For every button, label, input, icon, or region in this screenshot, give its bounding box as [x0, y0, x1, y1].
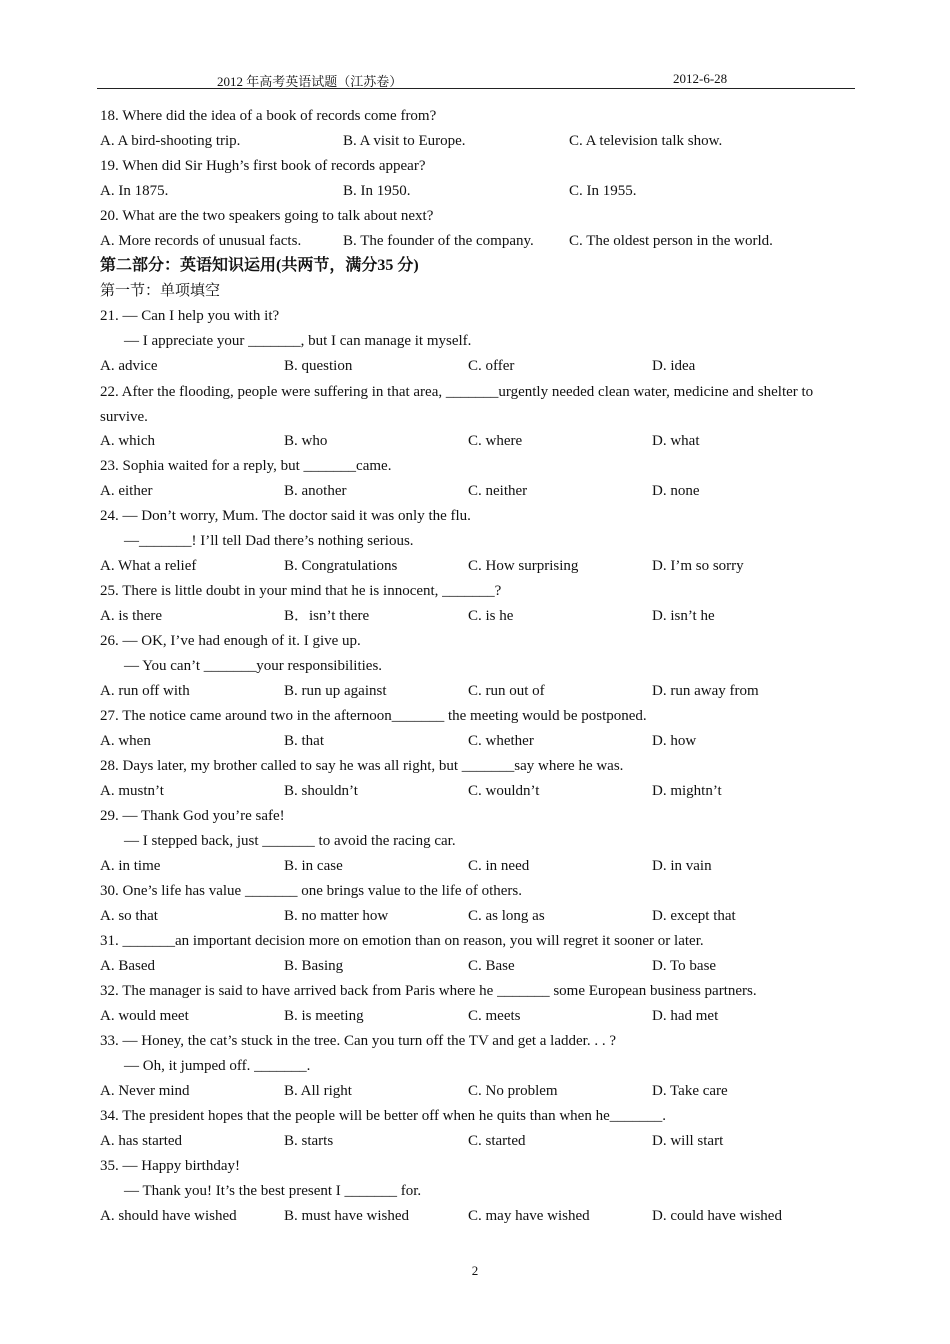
option: D. run away from [652, 683, 759, 699]
option: B. run up against [284, 683, 387, 699]
option: A. In 1875. [100, 183, 169, 199]
question-35-reply: — Thank you! It’s the best present I _______ for. [124, 1183, 422, 1199]
option: C. may have wished [468, 1208, 590, 1224]
option: B. another [284, 483, 347, 499]
options-19 [100, 180, 860, 205]
option: D. none [652, 483, 700, 499]
option: D. how [652, 733, 697, 749]
question-30: 30. One’s life has value _______ one brings value to the life of others. [100, 883, 522, 899]
option: D. will start [652, 1133, 724, 1149]
question-31: 31. _______an important decision more on emotion than on reason, you will regret it sooner or later. [100, 933, 704, 949]
option: A. A bird-shooting trip. [100, 133, 241, 149]
options-27 [100, 730, 860, 755]
question-26-reply: — You can’t _______your responsibilities. [124, 658, 383, 674]
option: C. started [468, 1133, 526, 1149]
option: B. who [284, 433, 328, 449]
option: C. In 1955. [569, 183, 637, 199]
options-25 [100, 605, 860, 630]
option: B. question [284, 358, 353, 374]
option: B. in case [284, 858, 343, 874]
option: B. that [284, 733, 324, 749]
option: C. neither [468, 483, 528, 499]
options-18 [100, 130, 860, 155]
options-33 [100, 1080, 860, 1105]
option: B. Basing [284, 958, 344, 974]
option: D. what [652, 433, 700, 449]
options-21 [100, 355, 860, 380]
option: B. starts [284, 1133, 334, 1149]
option: A. so that [100, 908, 158, 924]
option: A. is there [100, 608, 163, 624]
option: A. either [100, 483, 153, 499]
option: B. is meeting [284, 1008, 364, 1024]
option: A. should have wished [100, 1208, 237, 1224]
question-23: 23. Sophia waited for a reply, but _______came. [100, 458, 392, 474]
option: C. The oldest person in the world. [569, 233, 773, 249]
question-35: 35. — Happy birthday! [100, 1158, 240, 1174]
question-34: 34. The president hopes that the people will be better off when he quits than when he_______. [100, 1108, 666, 1124]
option: C. offer [468, 358, 515, 374]
option: A. More records of unusual facts. [100, 233, 302, 249]
option: B. All right [284, 1083, 352, 1099]
option: D. in vain [652, 858, 712, 874]
option: C. meets [468, 1008, 521, 1024]
question-24: 24. — Don’t worry, Mum. The doctor said it was only the flu. [100, 508, 471, 524]
option: D. To base [652, 958, 717, 974]
question-27: 27. The notice came around two in the afternoon_______ the meeting would be postponed. [100, 708, 647, 724]
option: A. has started [100, 1133, 183, 1149]
exam-date: 2012-6-28 [673, 71, 728, 86]
question-33-reply: — Oh, it jumped off. _______. [124, 1058, 311, 1074]
option: C. run out of [468, 683, 545, 699]
option: C. A television talk show. [569, 133, 723, 149]
options-23 [100, 480, 860, 505]
option: C. as long as [468, 908, 545, 924]
question-20: 20. What are the two speakers going to talk about next? [100, 208, 434, 224]
option: A. run off with [100, 683, 190, 699]
options-34 [100, 1130, 860, 1155]
option: D. mightn’t [652, 783, 722, 799]
options-31 [100, 955, 860, 980]
option: A. mustn’t [100, 783, 164, 799]
question-26: 26. — OK, I’ve had enough of it. I give up. [100, 633, 361, 649]
question-21: 21. — Can I help you with it? [100, 308, 280, 324]
options-20 [100, 230, 860, 255]
option: C. No problem [468, 1083, 558, 1099]
question-18: 18. Where did the idea of a book of records come from? [100, 108, 437, 124]
question-22: 22. After the flooding, people were suffering in that area, _______urgently needed clean water, medicine and shelter to survive. [100, 384, 814, 425]
option: C. Base [468, 958, 515, 974]
exam-title: 2012 年高考英语试题（江苏卷） [217, 74, 403, 89]
options-24 [100, 555, 860, 580]
question-24-reply: —_______! I’ll tell Dad there’s nothing serious. [124, 533, 414, 549]
option: A. Based [100, 958, 155, 974]
question-28: 28. Days later, my brother called to say he was all right, but _______say where he was. [100, 758, 624, 774]
question-29-reply: — I stepped back, just _______ to avoid the racing car. [124, 833, 456, 849]
options-29 [100, 855, 860, 880]
question-25: 25. There is little doubt in your mind that he is innocent, _______? [100, 583, 502, 599]
option: D. idea [652, 358, 696, 374]
option: B. The founder of the company. [343, 233, 534, 249]
option: B. must have wished [284, 1208, 409, 1224]
question-32: 32. The manager is said to have arrived back from Paris where he _______ some European business partners. [100, 983, 757, 999]
option: C. in need [468, 858, 530, 874]
option: D. I’m so sorry [652, 558, 744, 574]
option: D. isn’t he [652, 608, 715, 624]
option: A. advice [100, 358, 158, 374]
question-29: 29. — Thank God you’re safe! [100, 808, 285, 824]
part2-heading: 第二部分：英语知识运用(共两节，满分35 分) [100, 257, 419, 274]
section1-heading: 第一节：单项填空 [100, 283, 221, 299]
option: B. Congratulations [284, 558, 398, 574]
option: B. shouldn’t [284, 783, 358, 799]
option: C. is he [468, 608, 514, 624]
option: A. What a relief [100, 558, 197, 574]
page-content [100, 105, 860, 1230]
option: A. in time [100, 858, 161, 874]
option: B. no matter how [284, 908, 389, 924]
option: A. when [100, 733, 151, 749]
options-26 [100, 680, 860, 705]
option: C. wouldn’t [468, 783, 540, 799]
option: A. which [100, 433, 155, 449]
option: D. had met [652, 1008, 719, 1024]
question-21-reply: — I appreciate your _______, but I can manage it myself. [124, 333, 472, 349]
options-32 [100, 1005, 860, 1030]
option: C. whether [468, 733, 534, 749]
options-35 [100, 1205, 860, 1230]
option: A. Never mind [100, 1083, 190, 1099]
page-header [97, 70, 855, 89]
options-30 [100, 905, 860, 930]
question-19: 19. When did Sir Hugh’s first book of records appear? [100, 158, 426, 174]
option: C. How surprising [468, 558, 579, 574]
option: B．isn’t there [284, 608, 370, 624]
option: D. except that [652, 908, 736, 924]
option: D. Take care [652, 1083, 728, 1099]
page-number: 2 [471, 1263, 479, 1278]
options-28 [100, 780, 860, 805]
question-33: 33. — Honey, the cat’s stuck in the tree. Can you turn off the TV and get a ladder. . . ? [100, 1033, 616, 1049]
option: B. In 1950. [343, 183, 411, 199]
option: A. would meet [100, 1008, 189, 1024]
options-22 [100, 430, 860, 455]
option: D. could have wished [652, 1208, 782, 1224]
option: C. where [468, 433, 523, 449]
option: B. A visit to Europe. [343, 133, 466, 149]
